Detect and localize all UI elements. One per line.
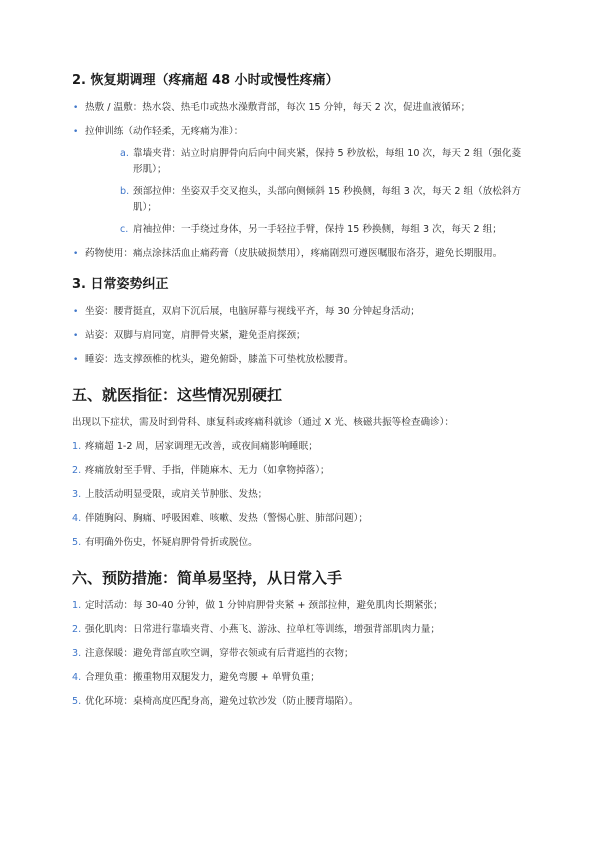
section-heading-prevention: 六、预防措施：简单易坚持，从日常入手 — [72, 569, 343, 587]
list-item — [72, 622, 527, 638]
list-item-text: 合理负重：搬重物用双腿发力，避免弯腰 + 单臂负重； — [85, 672, 320, 683]
number-marker: 5. — [72, 696, 82, 707]
posture-list — [72, 304, 527, 368]
list-item-text: 药物使用：痛点涂抹活血止痛药膏（皮肤破损禁用），疼痛剧烈可遵医嘱服布洛芬，避免长期服用。 — [85, 248, 503, 259]
list-item — [72, 598, 527, 614]
number-marker: 4. — [72, 672, 82, 683]
list-item-text: 强化肌肉：日常进行靠墙夹背、小燕飞、游泳、拉单杠等训练，增强背部肌肉力量； — [85, 624, 440, 635]
list-item — [72, 463, 527, 479]
list-item — [72, 304, 527, 320]
list-item — [72, 487, 527, 503]
sublist-item — [120, 146, 527, 178]
list-item — [72, 511, 527, 527]
section-heading-recovery: 2. 恢复期调理（疼痛超 48 小时或慢性疼痛） — [72, 73, 339, 88]
medical-intro: 出现以下症状，需及时到骨科、康复科或疼痛科就诊（通过 X 光、核磁共振等检查确诊）： — [72, 417, 455, 428]
sublist-item-text: 肩袖拉伸：一手绕过身体，另一手轻拉手臂，保持 15 秒换侧，每组 3 次，每天 2 组； — [133, 224, 502, 235]
list-item-text: 坐姿：腰背挺直，双肩下沉后展，电脑屏幕与视线平齐，每 30 分钟起身活动； — [85, 306, 420, 317]
recovery-list — [72, 100, 527, 262]
letter-marker: b. — [120, 186, 130, 197]
list-item-text: 疼痛超 1-2 周，居家调理无改善，或夜间痛影响睡眠； — [85, 441, 318, 452]
list-item-text: 注意保暖：避免背部直吹空调，穿带衣领或有后背遮挡的衣物； — [85, 648, 354, 659]
list-item-text: 拉伸训练（动作轻柔，无疼痛为准）： — [85, 126, 244, 137]
sublist-item — [120, 222, 527, 238]
list-item — [72, 646, 527, 662]
list-item-text: 睡姿：选支撑颈椎的枕头，避免俯卧，膝盖下可垫枕放松腰背。 — [85, 354, 354, 365]
list-item-text: 定时活动：每 30-40 分钟，做 1 分钟肩胛骨夹紧 + 颈部拉伸，避免肌肉长期紧张； — [85, 600, 443, 611]
sublist-item-text: 颈部拉伸：坐姿双手交叉抱头，头部向侧倾斜 15 秒换侧，每组 3 次，每天 2 组（放松斜方肌）； — [133, 186, 522, 213]
list-item — [72, 100, 527, 116]
list-item — [72, 439, 527, 455]
bullet-marker: • — [73, 249, 79, 259]
number-marker: 2. — [72, 465, 82, 476]
number-marker: 5. — [72, 537, 82, 548]
section-heading-posture: 3. 日常姿势纠正 — [72, 277, 169, 292]
list-item — [72, 124, 527, 238]
list-item — [72, 670, 527, 686]
sublist-item-text: 靠墙夹背：站立时肩胛骨向后向中间夹紧，保持 5 秒放松，每组 10 次，每天 2 组（强化菱形肌）； — [133, 148, 522, 175]
list-item-text: 有明确外伤史，怀疑肩胛骨骨折或脱位。 — [85, 537, 258, 548]
bullet-marker: • — [73, 355, 79, 365]
bullet-marker: • — [73, 307, 79, 317]
list-item — [72, 352, 527, 368]
bullet-marker: • — [73, 127, 79, 137]
number-marker: 4. — [72, 513, 82, 524]
list-item-text: 伴随胸闷、胸痛、呼吸困难、咳嗽、发热（警惕心脏、肺部问题）； — [85, 513, 369, 524]
list-item-text: 疼痛放射至手臂、手指，伴随麻木、无力（如拿物掉落）； — [85, 465, 330, 476]
number-marker: 1. — [72, 600, 82, 611]
number-marker: 2. — [72, 624, 82, 635]
stretch-sublist — [85, 146, 527, 238]
section-heading-medical: 五、就医指征：这些情况别硬扛 — [72, 386, 283, 404]
number-marker: 3. — [72, 489, 82, 500]
list-item — [72, 535, 527, 551]
number-marker: 3. — [72, 648, 82, 659]
list-item-text: 上肢活动明显受限，或肩关节肿胀、发热； — [85, 489, 268, 500]
letter-marker: c. — [120, 224, 129, 235]
list-item — [72, 246, 527, 262]
list-item-text: 热敷 / 温敷：热水袋、热毛巾或热水澡敷背部，每次 15 分钟，每天 2 次，促进血液循环； — [85, 102, 471, 113]
prevention-list — [72, 598, 527, 710]
bullet-marker: • — [73, 103, 79, 113]
list-item — [72, 694, 527, 710]
list-item-text: 站姿：双脚与肩同宽，肩胛骨夹紧，避免歪肩探颈； — [85, 330, 306, 341]
number-marker: 1. — [72, 441, 82, 452]
letter-marker: a. — [120, 148, 129, 159]
list-item-text: 优化环境：桌椅高度匹配身高，避免过软沙发（防止腰背塌陷）。 — [85, 696, 359, 707]
bullet-marker: • — [73, 331, 79, 341]
list-item — [72, 328, 527, 344]
sublist-item — [120, 184, 527, 216]
medical-list — [72, 439, 527, 551]
